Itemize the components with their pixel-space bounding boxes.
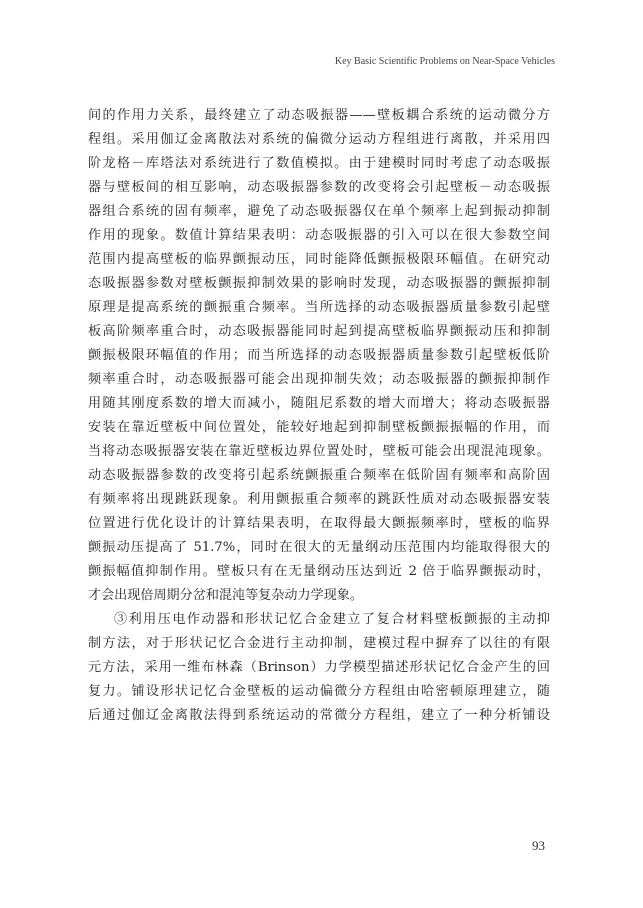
- text-line: 程组。采用伽辽金离散法对系统的偏微分运动方程组进行离散，并采用四: [88, 132, 550, 147]
- text-line: 作用的现象。数值计算结果表明：动态吸振器的引入可以在很大参数空间: [88, 228, 550, 243]
- text-line: 器组合系统的固有频率，避免了动态吸振器仅在单个频率上起到振动抑制: [88, 204, 550, 219]
- text-line: 当将动态吸振器安装在靠近壁板边界位置处时，壁板可能会出现混沌现象。: [88, 444, 550, 459]
- running-header: Key Basic Scientific Problems on Near-Space Vehicles: [334, 56, 555, 67]
- text-line: ③利用压电作动器和形状记忆合金建立了复合材料壁板颤振的主动抑: [114, 612, 550, 627]
- header-rule: [0, 74, 643, 75]
- text-line: 才会出现倍周期分岔和混沌等复杂动力学现象。: [88, 588, 363, 603]
- text-line: 颤振动压提高了 51.7%，同时在很大的无量纲动压范围内均能取得很大的: [88, 540, 550, 555]
- text-line: 频率重合时，动态吸振器可能会出现抑制失效；动态吸振器的颤振抑制作: [88, 372, 550, 387]
- text-line: 复力。铺设形状记忆合金壁板的运动偏微分方程组由哈密顿原理建立，随: [88, 684, 550, 699]
- text-line: 制方法，对于形状记忆合金进行主动抑制，建模过程中摒弃了以往的有限: [88, 636, 550, 651]
- text-line: 安装在靠近壁板中间位置处，能较好地起到抑制壁板颤振振幅的作用，而: [88, 420, 550, 435]
- text-line: 位置进行优化设计的计算结果表明，在取得最大颤振频率时，壁板的临界: [88, 516, 550, 531]
- paragraph-1: [88, 104, 550, 608]
- text-line: 动态吸振器参数的改变将引起系统颤振重合频率在低阶固有频率和高阶固: [88, 468, 550, 483]
- text-line: 颤振极限环幅值的作用；而当所选择的动态吸振器质量参数引起壁板低阶: [88, 348, 550, 363]
- body-text: [88, 104, 550, 728]
- text-line: 有频率将出现跳跃现象。利用颤振重合频率的跳跃性质对动态吸振器安装: [88, 492, 550, 507]
- text-line: 器与壁板间的相互影响，动态吸振器参数的改变将会引起壁板－动态吸振: [88, 180, 550, 195]
- text-line: 态吸振器参数对壁板颤振抑制效果的影响时发现，动态吸振器的颤振抑制: [88, 276, 550, 291]
- text-line: 颤振幅值抑制作用。壁板只有在无量纲动压达到近 2 倍于临界颤振动时，: [88, 564, 550, 579]
- text-line: 原理是提高系统的颤振重合频率。当所选择的动态吸振器质量参数引起壁: [88, 300, 550, 315]
- text-line: 阶龙格－库塔法对系统进行了数值模拟。由于建模时同时考虑了动态吸振: [88, 156, 550, 171]
- page-number: 93: [532, 838, 545, 853]
- text-line: 范围内提高壁板的临界颤振动压，同时能降低颤振极限环幅值。在研究动: [88, 252, 550, 267]
- text-line: 元方法，采用一维布林森（Brinson）力学模型描述形状记忆合金产生的回: [88, 660, 550, 675]
- paragraph-2: [88, 608, 550, 728]
- text-line: 后通过伽辽金离散法得到系统运动的常微分方程组，建立了一种分析铺设: [88, 708, 550, 723]
- text-line: 板高阶频率重合时，动态吸振器能同时起到提高壁板临界颤振动压和抑制: [88, 324, 550, 339]
- text-line: 间的作用力关系，最终建立了动态吸振器——壁板耦合系统的运动微分方: [88, 108, 550, 123]
- text-line: 用随其刚度系数的增大而减小，随阻尼系数的增大而增大；将动态吸振器: [88, 396, 550, 411]
